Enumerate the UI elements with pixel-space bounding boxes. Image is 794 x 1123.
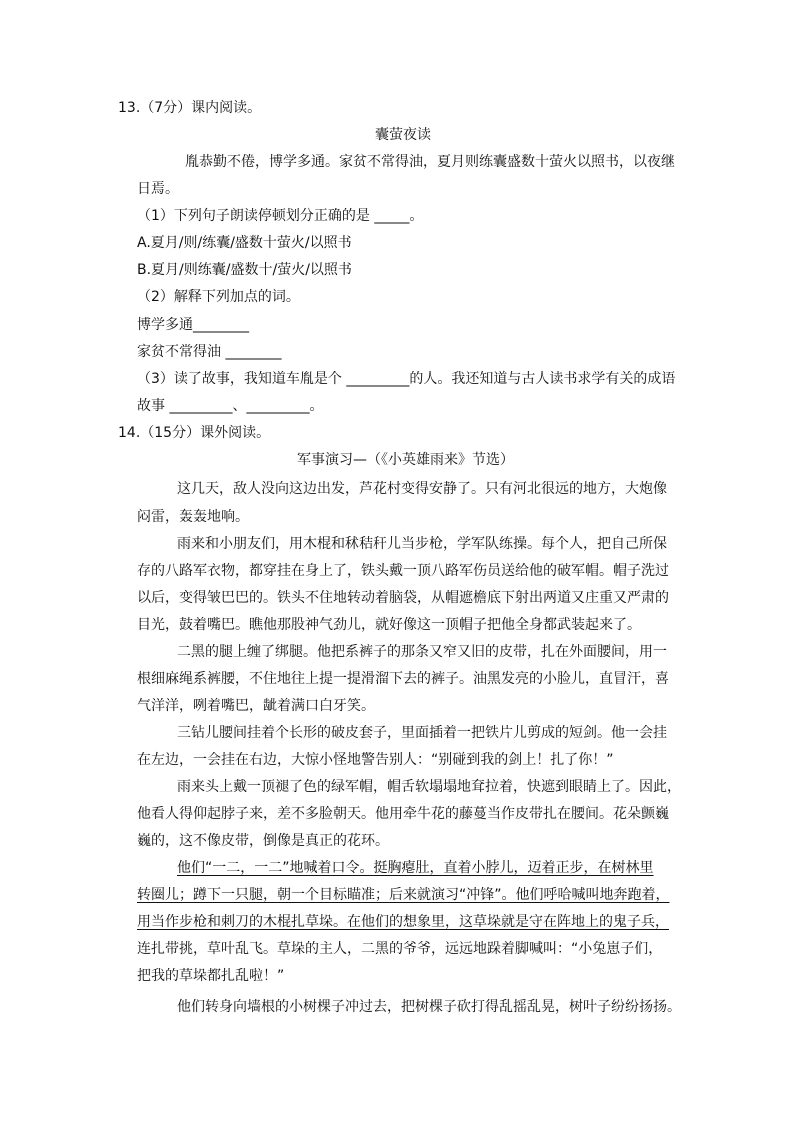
q13-sub1: （1）下列句子朗读停顿划分正确的是 _____。 — [137, 208, 424, 224]
q13-heading: 13.（7分）课内阅读。 — [118, 100, 262, 116]
passage-line: 雨来和小朋友们，用木棍和秫秸秆儿当步枪，学军队练操。每个人，把自己所保 — [177, 536, 667, 552]
passage-line: 把我的草垛都扎乱啦！” — [137, 968, 285, 984]
q13-option-b: B.夏月/则练囊/盛数十/萤火/以照书 — [137, 262, 352, 278]
passage-line: 根细麻绳系裤腰，不住地往上提一提滑溜下去的裤子。油黑发亮的小脸儿，直冒汗，喜 — [137, 671, 669, 687]
q13-sub3: （3）读了故事，我知道车胤是个 _________的人。我还知道与古人读书求学有关的成语 — [137, 371, 676, 387]
passage-line-underlined: 转圈儿；蹲下一只腿，朝一个目标瞄准；后来就演习“冲锋”。他们呼哈喊叫地奔跑着， — [137, 887, 670, 903]
passage-line: 存的八路军衣物，都穿挂在身上了，铁头戴一顶八路军伤员送给他的破军帽。帽子洗过 — [137, 563, 669, 579]
passage-line: 二黑的腿上缠了绑腿。他把系裤子的那条又窄又旧的皮带，扎在外面腰间，用一 — [177, 644, 667, 660]
passage-line-underlined: 他们“一二，一二”地喊着口令。挺胸瘪肚，直着小脖儿，迈着正步，在树林里 — [177, 860, 654, 876]
q13-word-1: 博学多通________ — [137, 317, 249, 333]
q14-heading: 14.（15分）课外阅读。 — [118, 425, 271, 441]
passage-line: 他看人得仰起脖子来，差不多脸朝天。他用牵牛花的藤蔓当作皮带扎在腰间。花朵颤巍 — [137, 806, 669, 822]
q13-option-a: A.夏月/则/练囊/盛数十萤火/以照书 — [137, 235, 352, 251]
q14-title: 军事演习—（《小英雄雨来》节选） — [297, 452, 514, 468]
passage-line: 这几天，敌人没向这边出发，芦花村变得安静了。只有河北很远的地方，大炮像 — [177, 481, 667, 497]
passage-line: 以后，变得皱巴巴的。铁头不住地转动着脑袋，从帽遮檐底下射出两道又庄重又严肃的 — [137, 590, 669, 606]
q13-passage-line: 日焉。 — [137, 181, 179, 197]
q13-sub3-cont: 故事 _________、_________。 — [137, 398, 324, 414]
passage-line: 闷雷，轰轰地响。 — [137, 509, 249, 525]
passage-line: 目光，鼓着嘴巴。瞧他那股神气劲儿，就好像这一顶帽子把他全身都武装起来了。 — [137, 617, 641, 633]
passage-line: 巍的，这不像皮带，倒像是真正的花环。 — [137, 833, 389, 849]
q13-word-2: 家贫不常得油 ________ — [137, 344, 282, 360]
q13-sub2: （2）解释下列加点的词。 — [137, 289, 300, 305]
q13-passage-line: 胤恭勤不倦，博学多通。家贫不常得油，夏月则练囊盛数十萤火以照书，以夜继 — [185, 154, 675, 170]
passage-line: 连扎带挑，草叶乱飞。草垛的主人，二黑的爷爷，远远地跺着脚喊叫：“小兔崽子们， — [137, 941, 663, 957]
passage-line: 雨来头上戴一顶褪了色的绿军帽，帽舌软塌塌地耷拉着，快遮到眼睛上了。因此， — [177, 779, 681, 795]
q13-title: 囊萤夜读 — [375, 127, 431, 143]
passage-line-underlined: 用当作步枪和刺刀的木棍扎草垛。在他们的想象里，这草垛就是守在阵地上的鬼子兵， — [137, 914, 669, 930]
passage-line: 气洋洋，咧着嘴巴，龇着满口白牙笑。 — [137, 698, 375, 714]
passage-line: 三钻儿腰间挂着个长形的破皮套子，里面插着一把铁片儿剪成的短剑。他一会挂 — [177, 725, 667, 741]
passage-line: 在左边，一会挂在右边，大惊小怪地警告别人：“别碰到我的剑上！扎了你！” — [137, 752, 614, 768]
passage-line: 他们转身向墙根的小树棵子冲过去，把树棵子砍打得乱摇乱晃，树叶子纷纷扬扬。 — [177, 999, 681, 1015]
